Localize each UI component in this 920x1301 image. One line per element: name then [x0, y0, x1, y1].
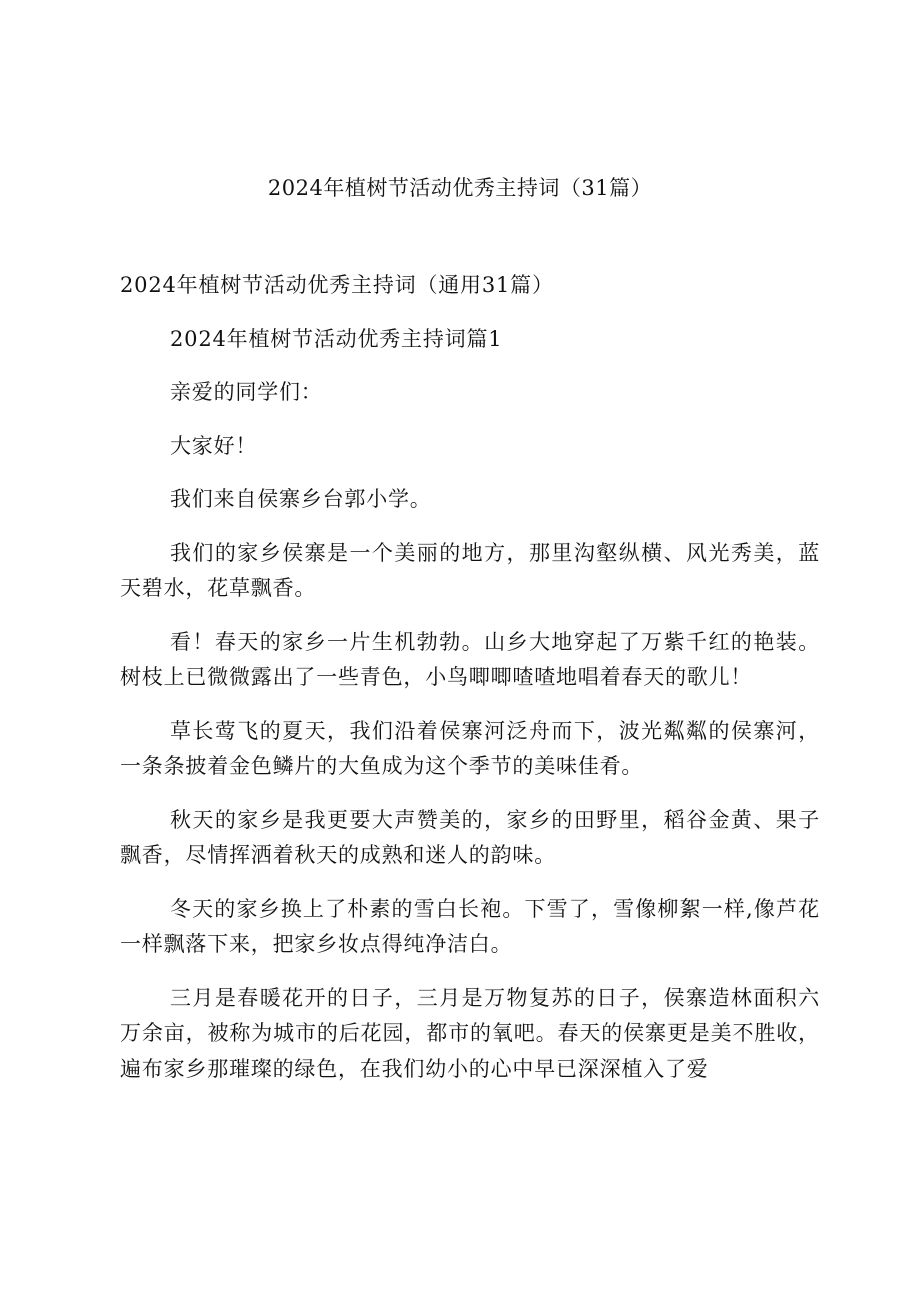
paragraph-winter: 冬天的家乡换上了朴素的雪白长袍。下雪了，雪像柳絮一样,像芦花一样飘落下来，把家乡妆点得纯净洁白。 — [120, 896, 820, 956]
section-heading: 2024年植树节活动优秀主持词篇1 — [170, 326, 503, 351]
paragraph-autumn: 秋天的家乡是我更要大声赞美的，家乡的田野里，稻谷金黄、果子飘香，尽情挥洒着秋天的成熟和迷人的韵味。 — [120, 807, 820, 867]
document-subtitle: 2024年植树节活动优秀主持词（通用31篇） — [120, 273, 554, 297]
paragraph-spring: 看！春天的家乡一片生机勃勃。山乡大地穿起了万紫千红的艳装。树枝上已微微露出了一些青色，小鸟唧唧喳喳地唱着春天的歌儿！ — [120, 629, 820, 689]
paragraph-intro: 我们来自侯寨乡台郭小学。 — [170, 487, 432, 511]
paragraph-hello: 大家好！ — [170, 433, 258, 458]
paragraph-march: 三月是春暖花开的日子，三月是万物复苏的日子，侯寨造林面积六万余亩，被称为城市的后花园，都市的氧吧。春天的侯寨更是美不胜收，遍布家乡那璀璨的绿色，在我们幼小的心中早已深深植入了爱 — [120, 985, 820, 1081]
paragraph-hometown: 我们的家乡侯寨是一个美丽的地方，那里沟壑纵横、风光秀美，蓝天碧水，花草飘香。 — [120, 540, 820, 600]
paragraph-summer: 草长莺飞的夏天，我们沿着侯寨河泛舟而下，波光粼粼的侯寨河，一条条披着金色鳞片的大鱼成为这个季节的美味佳肴。 — [120, 718, 820, 778]
document-title: 2024年植树节活动优秀主持词（31篇） — [267, 176, 653, 200]
paragraph-greeting: 亲爱的同学们： — [170, 380, 323, 404]
document-body — [120, 268, 820, 1105]
